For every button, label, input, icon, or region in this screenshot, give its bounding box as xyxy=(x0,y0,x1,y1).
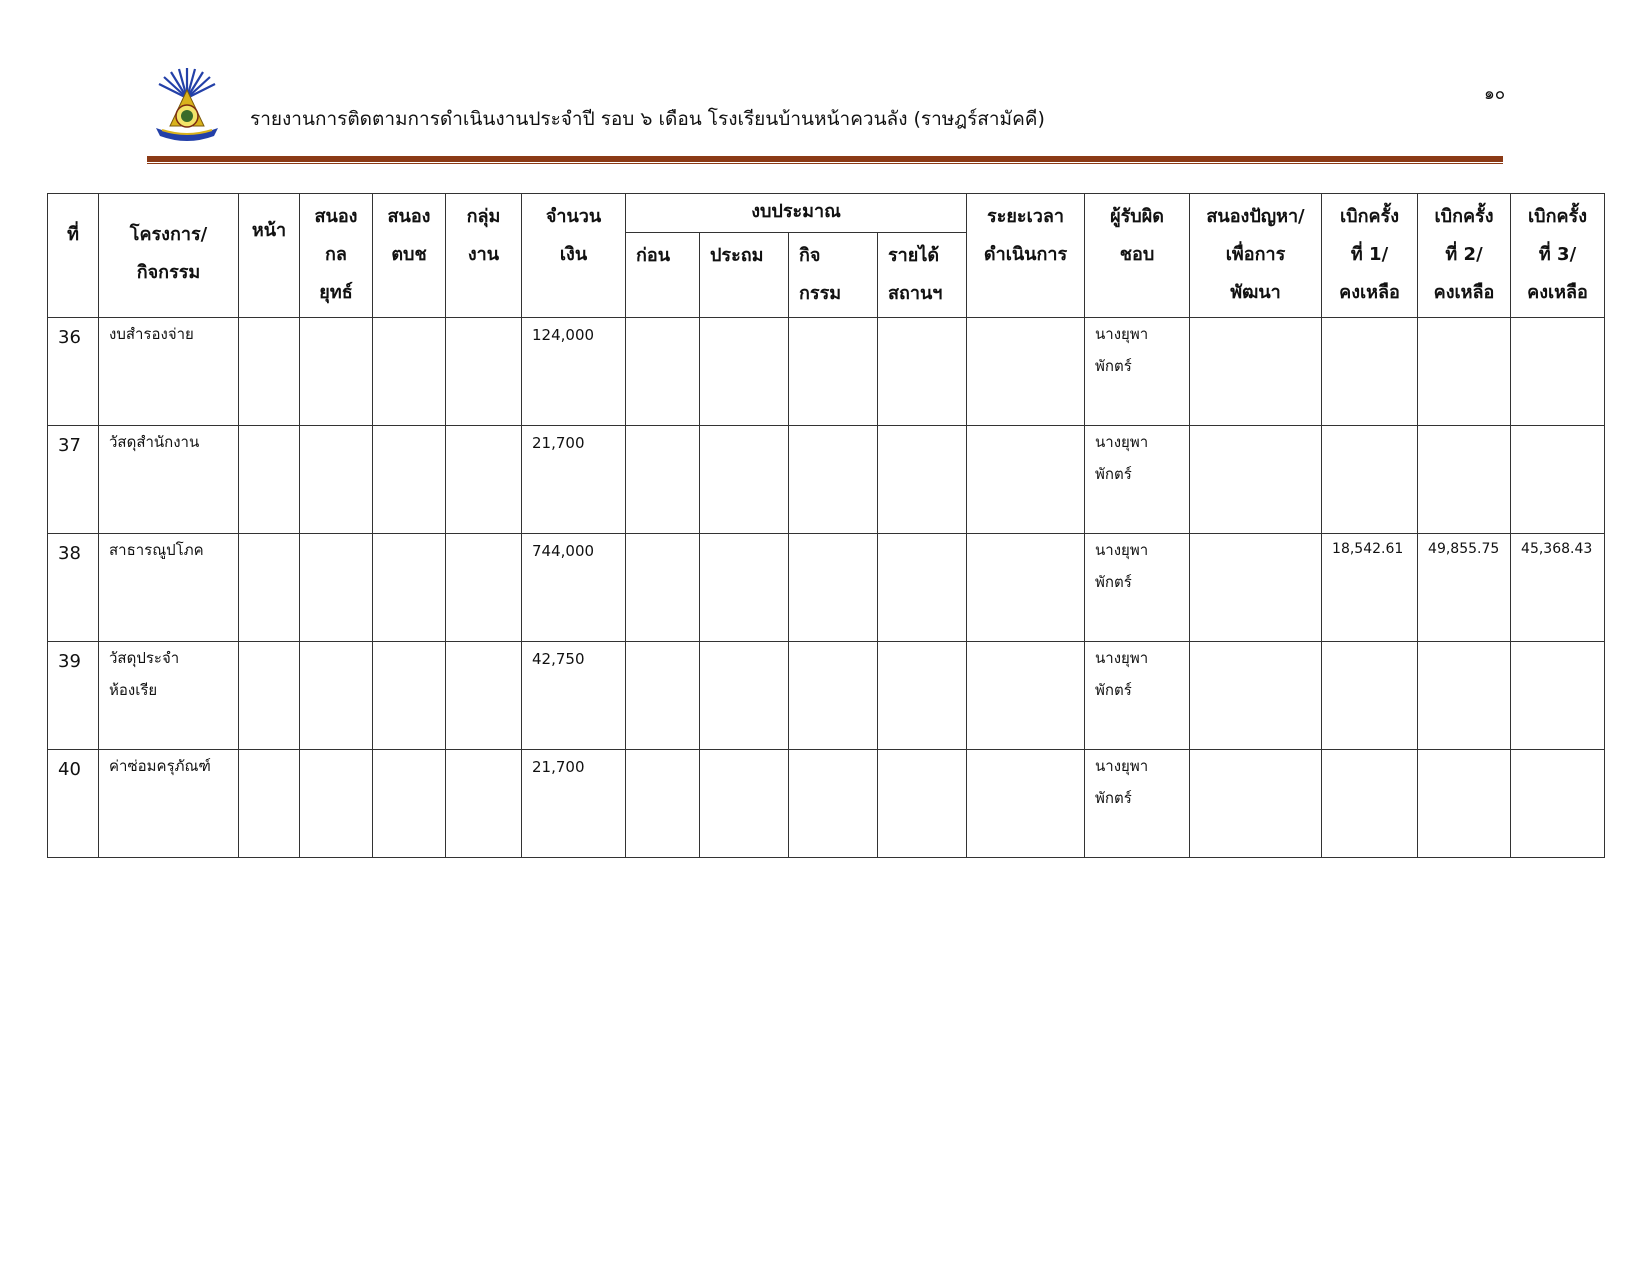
amount-cell: 42,750 xyxy=(522,642,626,750)
header-withdraw-1: เบิกครั้ง ที่ 1/ คงเหลือ xyxy=(1322,194,1418,318)
row-number: 40 xyxy=(48,750,99,858)
withdraw-2-cell xyxy=(1418,750,1511,858)
responsible-cell: นางยุพา พักตร์ xyxy=(1085,426,1190,534)
header-rule-thin xyxy=(147,163,1503,164)
withdraw-2-cell: 49,855.75 xyxy=(1418,534,1511,642)
amount-cell: 744,000 xyxy=(522,534,626,642)
header-problem: สนองปัญหา/ เพื่อการ พัฒนา xyxy=(1190,194,1322,318)
project-tracking-table xyxy=(47,193,1605,858)
project-name: งบสำรองจ่าย xyxy=(99,318,239,426)
header-withdraw-3: เบิกครั้ง ที่ 3/ คงเหลือ xyxy=(1511,194,1605,318)
amount-cell: 21,700 xyxy=(522,750,626,858)
project-name: สาธารณูปโภค xyxy=(99,534,239,642)
table-row xyxy=(48,534,1605,642)
header-strategy: สนอง กล ยุทธ์ xyxy=(300,194,373,318)
header-budget-primary: ประถม xyxy=(700,233,789,318)
row-number: 37 xyxy=(48,426,99,534)
responsible-cell: นางยุพา พักตร์ xyxy=(1085,534,1190,642)
responsible-cell: นางยุพา พักตร์ xyxy=(1085,750,1190,858)
header-duration: ระยะเวลา ดำเนินการ xyxy=(967,194,1085,318)
withdraw-3-cell xyxy=(1511,426,1605,534)
header-row-1 xyxy=(48,194,1605,233)
page-number: ๑๐ xyxy=(1484,84,1506,104)
withdraw-1-cell xyxy=(1322,426,1418,534)
withdraw-1-cell xyxy=(1322,642,1418,750)
header-amount: จำนวน เงิน xyxy=(522,194,626,318)
responsible-cell: นางยุพา พักตร์ xyxy=(1085,318,1190,426)
amount-cell: 124,000 xyxy=(522,318,626,426)
withdraw-2-cell xyxy=(1418,642,1511,750)
table-row xyxy=(48,642,1605,750)
responsible-cell: นางยุพา พักตร์ xyxy=(1085,642,1190,750)
header-withdraw-2: เบิกครั้ง ที่ 2/ คงเหลือ xyxy=(1418,194,1511,318)
project-name: วัสดุสำนักงาน xyxy=(99,426,239,534)
amount-cell: 21,700 xyxy=(522,426,626,534)
row-number: 38 xyxy=(48,534,99,642)
header-rule-thick xyxy=(147,156,1503,162)
project-name: วัสดุประจำ ห้องเรีย xyxy=(99,642,239,750)
withdraw-2-cell xyxy=(1418,318,1511,426)
withdraw-1-cell xyxy=(1322,318,1418,426)
withdraw-3-cell: 45,368.43 xyxy=(1511,534,1605,642)
header-group: กลุ่ม งาน xyxy=(446,194,522,318)
withdraw-3-cell xyxy=(1511,318,1605,426)
document-title: รายงานการติดตามการดำเนินงานประจำปี รอบ ๖ เดือน โรงเรียนบ้านหน้าควนลัง (ราษฎร์สามัคคี) xyxy=(250,108,1045,130)
school-emblem-logo xyxy=(150,64,224,146)
header-budget: งบประมาณ xyxy=(626,194,967,233)
header-page: หน้า xyxy=(239,194,300,318)
table-row xyxy=(48,750,1605,858)
row-number: 36 xyxy=(48,318,99,426)
header-responsible: ผู้รับผิด ชอบ xyxy=(1085,194,1190,318)
withdraw-1-cell xyxy=(1322,750,1418,858)
withdraw-1-cell: 18,542.61 xyxy=(1322,534,1418,642)
withdraw-3-cell xyxy=(1511,642,1605,750)
withdraw-2-cell xyxy=(1418,426,1511,534)
header-budget-income: รายได้ สถานฯ xyxy=(878,233,967,318)
header-budget-pre: ก่อน xyxy=(626,233,700,318)
header-budget-activity: กิจ กรรม xyxy=(789,233,878,318)
table-row xyxy=(48,318,1605,426)
header-project: โครงการ/ กิจกรรม xyxy=(99,194,239,318)
header-indicator: สนอง ตบช xyxy=(373,194,446,318)
header-no: ที่ xyxy=(48,194,99,318)
project-name: ค่าซ่อมครุภัณฑ์ xyxy=(99,750,239,858)
withdraw-3-cell xyxy=(1511,750,1605,858)
table-row xyxy=(48,426,1605,534)
row-number: 39 xyxy=(48,642,99,750)
